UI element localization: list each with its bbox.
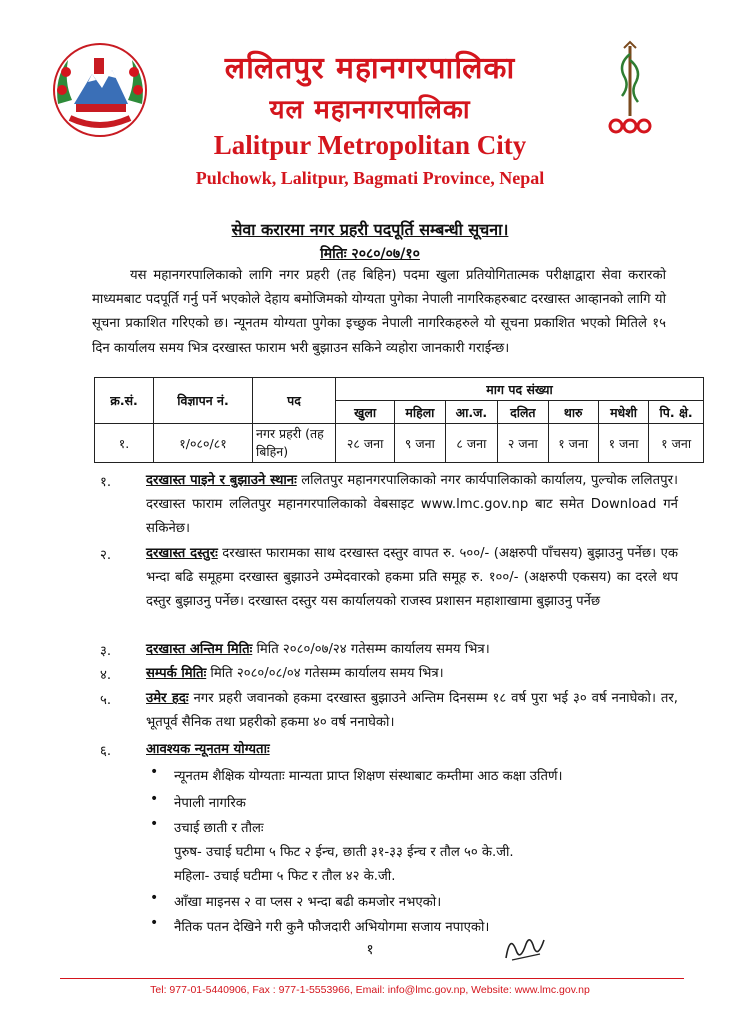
cell-ad-no: १/०८०/८१ bbox=[154, 424, 253, 463]
bullet-icon: • bbox=[150, 816, 159, 832]
item-number: ३. bbox=[100, 644, 112, 659]
item-label: सम्पर्क मितिः bbox=[146, 666, 207, 681]
bullet-icon: • bbox=[150, 915, 159, 931]
col-post: पद bbox=[253, 378, 336, 424]
intro-paragraph: यस महानगरपालिकाको लागि नगर प्रहरी (तह बिहिन) पदमा खुला प्रतियोगितात्मक परीक्षाद्वारा सेवा करारको माध्यमबाट पदपूर्ति गर्नु पर्ने भएकोले देहाय बमोजिमको योग्यता पुगेका नेपाली नागरिकहरुबाट दरखास्त आव्हानको लागि यो सूचना प्रकाशित गरिएको छ। न्यूनतम योग्यता पुगेका इच्छुक नेपाली नागरिकहरुले यो सूचना प्रकाशित भएको मितिले १५ दिन कार्यालय समय भित्र दरखास्त फाराम भरी बुझाउन सकिने व्यहोरा जानकारी गराईन्छ। bbox=[92, 268, 666, 356]
footer-divider bbox=[60, 978, 684, 979]
col-sn: क्र.सं. bbox=[95, 378, 154, 424]
footer-contact: Tel: 977-01-5440906, Fax : 977-1-5553966, Email: info@lmc.gov.np, Website: www.lmc.gov.np bbox=[150, 984, 590, 996]
item-number: ६. bbox=[100, 744, 112, 759]
qualification-male: पुरुष- उचाई घटीमा ५ फिट २ ईन्च, छाती ३१-३३ ईन्च र तौल ५० के.जी. bbox=[174, 845, 514, 860]
item-number: ४. bbox=[100, 668, 112, 683]
address: Pulchowk, Lalitpur, Bagmati Province, Nepal bbox=[195, 168, 545, 188]
item-label: दरखास्त अन्तिम मितिः bbox=[146, 642, 253, 657]
cell-sn: १. bbox=[95, 424, 154, 463]
qualification-female: महिला- उचाई घटीमा ५ फिट र तौल ४२ के.जी. bbox=[174, 869, 396, 884]
cell-post: नगर प्रहरी (तह बिहिन) bbox=[253, 424, 336, 463]
cell-women: ९ जना bbox=[395, 424, 445, 463]
table-row bbox=[95, 424, 704, 463]
item-contact-date bbox=[146, 662, 678, 686]
item-min-qualification bbox=[146, 738, 678, 762]
col-ad-no: विज्ञापन नं. bbox=[154, 378, 253, 424]
item-age-limit bbox=[146, 687, 678, 735]
bullet-icon: • bbox=[150, 764, 159, 780]
notice-date-text: मितिः २०८०/०७/१० bbox=[320, 246, 420, 262]
item-text: मिति २०८०/०७/२४ गतेसम्म कार्यालय समय भित्र। bbox=[252, 642, 490, 657]
notice-title-text: सेवा करारमा नगर प्रहरी पदपूर्ति सम्बन्धी सूचना। bbox=[231, 220, 509, 239]
item-label: दरखास्त दस्तुरः bbox=[146, 546, 218, 561]
qualification-citizen: नेपाली नागरिक bbox=[174, 796, 246, 811]
item-label: उमेर हदः bbox=[146, 691, 189, 706]
item-text: ललितपुर महानगरपालिकाको नगर कार्यपालिकाको कार्यालय, पुल्चोक ललितपुर। दरखास्त फाराम ललितपुर महानगरपालिकाको वेबसाइट www.lmc.gov.np बाट समेत Download गर्न सकिनेछ। bbox=[146, 473, 678, 537]
item-number: १. bbox=[100, 475, 112, 490]
sub-dalit: दलित bbox=[498, 401, 548, 424]
item-number: ५. bbox=[100, 693, 112, 708]
cell-dalit: २ जना bbox=[498, 424, 548, 463]
item-deadline bbox=[146, 638, 678, 662]
sub-women: महिला bbox=[395, 401, 445, 424]
signature bbox=[500, 930, 548, 966]
bullet-icon: • bbox=[150, 791, 159, 807]
item-number: २. bbox=[100, 548, 112, 563]
item-application-fee bbox=[146, 542, 678, 615]
table-header-row bbox=[95, 378, 704, 401]
bullet-icon: • bbox=[150, 890, 159, 906]
qualification-education: न्यूनतम शैक्षिक योग्यताः मान्यता प्राप्त शिक्षण संस्थाबाट कम्तीमा आठ कक्षा उतिर्ण। bbox=[174, 769, 563, 784]
item-application-place bbox=[146, 469, 678, 542]
page-number: १ bbox=[366, 942, 374, 958]
item-text: नगर प्रहरी जवानको हकमा दरखास्त बुझाउने अन्तिम दिनसम्म १८ वर्ष पुरा भई ३० वर्ष ननाघेको। तर, भूतपूर्व सैनिक तथा प्रहरीको हकमा ४० वर्ष ननाघेको। bbox=[146, 691, 678, 731]
item-label: दरखास्त पाइने र बुझाउने स्थानः bbox=[146, 473, 297, 488]
sub-indigenous: आ.ज. bbox=[445, 401, 498, 424]
cell-madhesi: १ जना bbox=[598, 424, 648, 463]
cell-open: २८ जना bbox=[336, 424, 395, 463]
vacancy-table bbox=[94, 377, 704, 463]
qualification-physical: उचाई छाती र तौलः bbox=[174, 821, 264, 836]
title-newari: यल महानगरपालिका bbox=[269, 95, 471, 125]
notice-date bbox=[0, 244, 740, 263]
qualification-eyesight: आँखा माइनस २ वा प्लस २ भन्दा बढी कमजोर नभएको। bbox=[174, 895, 442, 910]
sub-tharu: थारु bbox=[548, 401, 598, 424]
sub-open: खुला bbox=[336, 401, 395, 424]
sub-backward-region: पि. क्षे. bbox=[649, 401, 704, 424]
notice-title bbox=[0, 218, 740, 240]
qualification-no-conviction: नैतिक पतन देखिने गरी कुनै फौजदारी अभियोगमा सजाय नपाएको। bbox=[174, 920, 490, 935]
cell-tharu: १ जना bbox=[548, 424, 598, 463]
item-text: मिति २०८०/०८/०४ गतेसम्म कार्यालय समय भित्र। bbox=[206, 666, 444, 681]
sub-madhesi: मधेशी bbox=[598, 401, 648, 424]
title-english: Lalitpur Metropolitan City bbox=[213, 130, 527, 160]
cell-indigenous: ८ जना bbox=[445, 424, 498, 463]
col-demand: माग पद संख्या bbox=[336, 378, 704, 401]
item-label: आवश्यक न्यूनतम योग्यताः bbox=[146, 742, 270, 757]
item-text: दरखास्त फारामका साथ दरखास्त दस्तुर वापत रु. ५००/- (अक्षरुपी पाँचसय) बुझाउनु पर्नेछ। एक भन्दा बढि समूहमा दरखास्त बुझाउने उम्मेदवारको हकमा प्रति समूह रु. १००/- (अक्षरुपी एकसय) का दरले थप दस्तुर बुझाउनु पर्नेछ। दरखास्त दस्तुर यस कार्यालयको राजस्व प्रशासन महाशाखामा बुझाउनु पर्नेछ bbox=[146, 546, 679, 610]
title-nepali: ललितपुर महानगरपालिका bbox=[224, 51, 516, 86]
cell-backward-region: १ जना bbox=[649, 424, 704, 463]
